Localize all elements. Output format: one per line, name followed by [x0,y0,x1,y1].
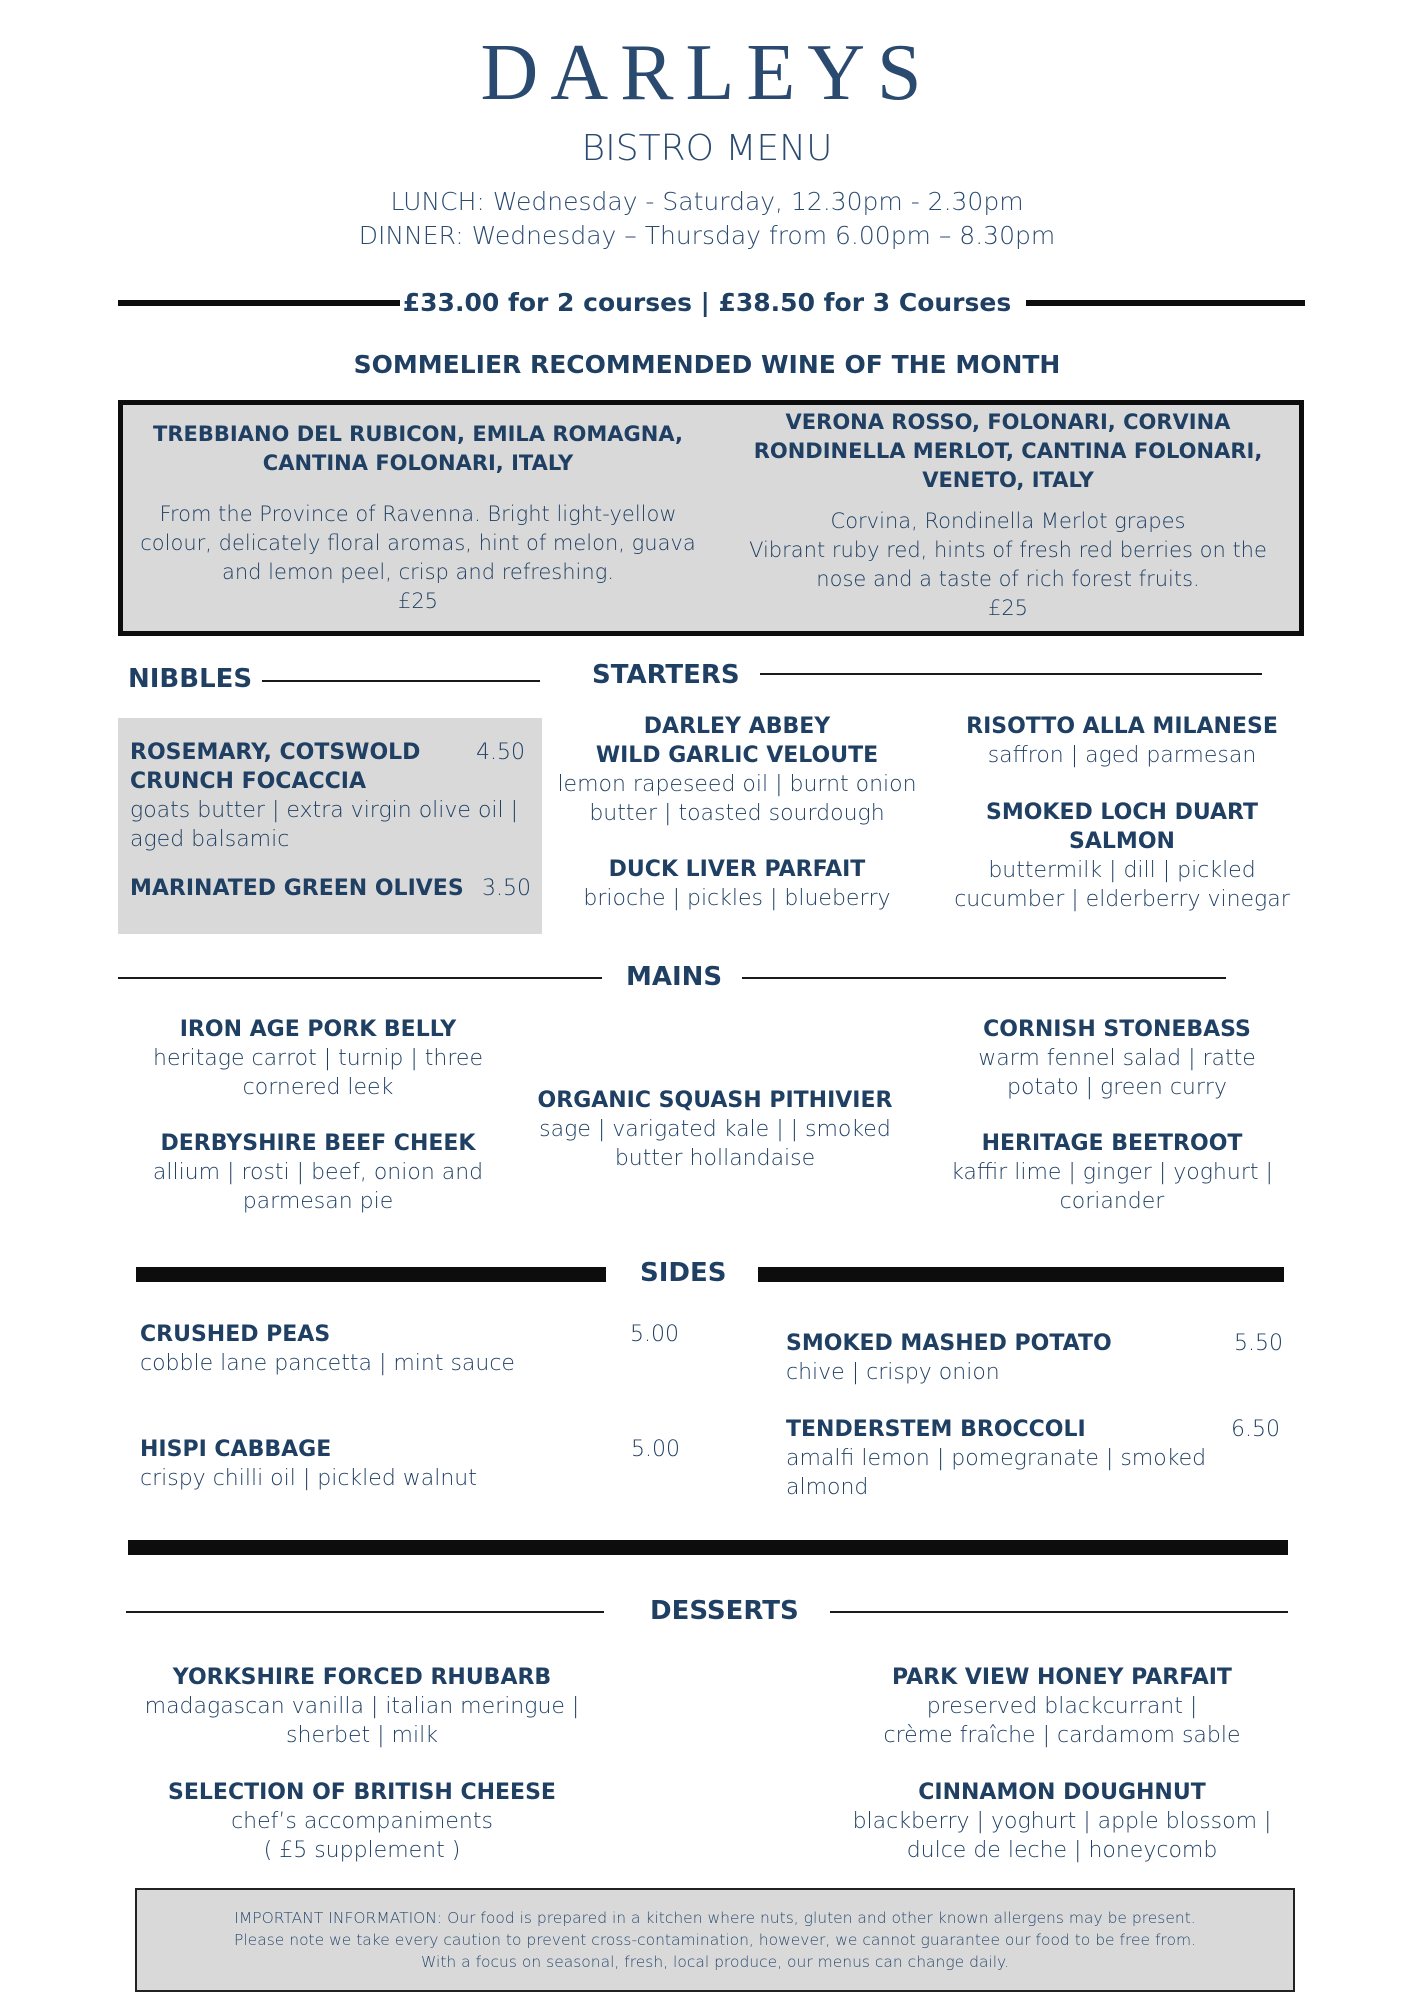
dish-description: brioche | pickles | blueberry [583,886,891,911]
dish-price: 5.00 [631,1437,680,1462]
dish-description: potato | green curry [1007,1075,1227,1100]
desserts-rule-right [830,1611,1288,1613]
dish-title: HERITAGE BEETROOT [981,1131,1243,1156]
starters-heading: STARTERS [592,660,740,690]
dinner-hours: DINNER: Wednesday – Thursday from 6.00pm – 8.30pm [358,221,1056,250]
dish-description: warm fennel salad | ratte [978,1046,1256,1071]
dish-title: YORKSHIRE FORCED RHUBARB [172,1665,552,1690]
dish-price: 6.50 [1231,1417,1280,1442]
dish-description: aged balsamic [130,827,290,852]
starter-item [930,798,1314,914]
nibbles-box [118,718,542,934]
wine-title: RONDINELLA MERLOT, CANTINA FOLONARI, [753,439,1263,463]
nibbles-rule [262,680,540,682]
dish-description: cornered leek [242,1075,394,1100]
dish-description: kaffir lime | ginger | yoghurt | [951,1160,1273,1185]
mains-rule-left [118,977,602,979]
sides-heading: SIDES [640,1258,727,1288]
dish-title: CRUNCH FOCACCIA [130,769,366,794]
dish-description: allium | rosti | beef, onion and [152,1160,484,1185]
wine-description: colour, delicately floral aromas, hint of melon, guava [140,531,696,555]
dessert-item [820,1663,1304,1750]
wine-description: nose and a taste of rich forest fruits. [816,567,1200,591]
dessert-item [820,1778,1304,1865]
dish-title: ROSEMARY, COTSWOLD [130,740,421,765]
section-divider [128,1540,1288,1555]
dish-title: SELECTION OF BRITISH CHEESE [168,1780,556,1805]
dish-description: almond [786,1475,869,1500]
wine-title: TREBBIANO DEL RUBICON, EMILA ROMAGNA, [153,422,683,446]
allergen-info-box [135,1888,1295,1992]
dish-title: IRON AGE PORK BELLY [179,1017,457,1042]
dish-title: DERBYSHIRE BEEF CHEEK [160,1131,476,1156]
dish-description: butter hollandaise [614,1146,816,1171]
dish-description: chef’s accompaniments [231,1809,493,1834]
wine-heading: SOMMELIER RECOMMENDED WINE OF THE MONTH [353,350,1061,379]
dish-description: heritage carrot | turnip | three [153,1046,483,1071]
dish-price: 5.50 [1234,1331,1283,1356]
side-item [786,1329,1216,1387]
allergen-info-line: IMPORTANT INFORMATION: Our food is prepared in a kitchen where nuts, gluten and other known allergens may be present. [234,1909,1196,1927]
main-item [128,1129,508,1216]
main-item [922,1015,1312,1102]
starter-item [930,712,1314,770]
dish-title: RISOTTO ALLA MILANESE [966,714,1278,739]
wine-item [713,408,1303,623]
side-item [786,1415,1226,1502]
wine-description: Corvina, Rondinella Merlot grapes [830,509,1186,533]
dish-title: PARK VIEW HONEY PARFAIT [892,1665,1232,1690]
menu-subtitle: BISTRO MENU [581,128,833,169]
lunch-hours: LUNCH: Wednesday - Saturday, 12.30pm - 2.30pm [390,187,1024,216]
dish-title: ORGANIC SQUASH PITHIVIER [537,1088,893,1113]
dish-title: SMOKED MASHED POTATO [786,1331,1112,1356]
dish-title: DARLEY ABBEY [643,714,831,739]
side-item [140,1435,570,1493]
dish-description: amalfi lemon | pomegranate | smoked [786,1446,1207,1471]
main-item [128,1015,508,1102]
brand-logo: DARLEYS [480,29,934,117]
dish-description: cucumber | elderberry vinegar [954,887,1290,912]
dish-description: buttermilk | dill | pickled [988,858,1256,883]
dish-price: 3.50 [482,876,531,901]
dish-title: TENDERSTEM BROCCOLI [786,1417,1086,1442]
wine-description: and lemon peel, crisp and refreshing. [222,560,614,584]
dish-description: preserved blackcurrant | [926,1694,1198,1719]
dish-title: WILD GARLIC VELOUTE [595,743,879,768]
allergen-info-line: With a focus on seasonal, fresh, local produce, our menus can change daily. [421,1953,1009,1971]
wine-title: VENETO, ITALY [922,468,1094,492]
course-pricing: £33.00 for 2 courses | £38.50 for 3 Courses [402,288,1012,317]
main-item [520,1086,910,1173]
starter-item [545,855,929,913]
dish-description: crispy chilli oil | pickled walnut [140,1466,477,1491]
dish-title: SMOKED LOCH DUART [985,800,1259,825]
allergen-info-line: Please note we take every caution to prevent cross-contamination, however, we cannot guarantee our food to be free from. [234,1931,1196,1949]
dish-description: madagascan vanilla | italian meringue | [144,1694,580,1719]
sides-rule-left [136,1267,606,1282]
wine-price: £25 [987,596,1029,620]
wine-item [123,420,713,616]
dish-title: HISPI CABBAGE [140,1437,332,1462]
wine-title: CANTINA FOLONARI, ITALY [262,451,574,475]
dish-description: parmesan pie [242,1189,394,1214]
dish-description: coriander [1059,1189,1165,1214]
dessert-item [120,1778,604,1865]
dish-price: 5.00 [630,1322,679,1347]
dish-title: CINNAMON DOUGHNUT [918,1780,1206,1805]
wine-description: Vibrant ruby red, hints of fresh red berries on the [749,538,1267,562]
nibbles-heading: NIBBLES [128,664,253,694]
dish-description: crème fraîche | cardamom sable [883,1723,1241,1748]
dish-description: lemon rapeseed oil | burnt onion [557,772,917,797]
dish-title: MARINATED GREEN OLIVES [130,876,464,901]
starters-rule [760,673,1262,675]
dish-title: DUCK LIVER PARFAIT [608,857,866,882]
side-item [140,1320,570,1378]
dish-title: CORNISH STONEBASS [983,1017,1251,1042]
desserts-heading: DESSERTS [650,1596,799,1626]
dish-description: goats butter | extra virgin olive oil | [130,798,519,823]
nibble-item [130,738,530,854]
dish-description: dulce de leche | honeycomb [906,1838,1218,1863]
wine-title: VERONA ROSSO, FOLONARI, CORVINA [785,410,1231,434]
mains-rule-right [742,977,1226,979]
dish-description: cobble lane pancetta | mint sauce [140,1351,515,1376]
wine-price: £25 [397,589,439,613]
dish-description: sherbet | milk [286,1723,438,1748]
dish-description: ( £5 supplement ) [263,1838,461,1863]
dish-description: blackberry | yoghurt | apple blossom | [852,1809,1272,1834]
mains-heading: MAINS [626,962,723,992]
dish-title: SALMON [1069,829,1175,854]
dessert-item [120,1663,604,1750]
wine-description: From the Province of Ravenna. Bright light-yellow [159,502,677,526]
wine-box [118,400,1304,636]
dish-description: saffron | aged parmesan [987,743,1257,768]
dish-description: butter | toasted sourdough [589,801,885,826]
desserts-rule-left [126,1611,604,1613]
sides-rule-right [758,1267,1284,1282]
dish-title: CRUSHED PEAS [140,1322,331,1347]
main-item [922,1129,1302,1216]
dish-description: chive | crispy onion [786,1360,1000,1385]
dish-description: sage | varigated kale | | smoked [539,1117,891,1142]
dish-price: 4.50 [476,740,525,765]
starter-item [545,712,929,828]
